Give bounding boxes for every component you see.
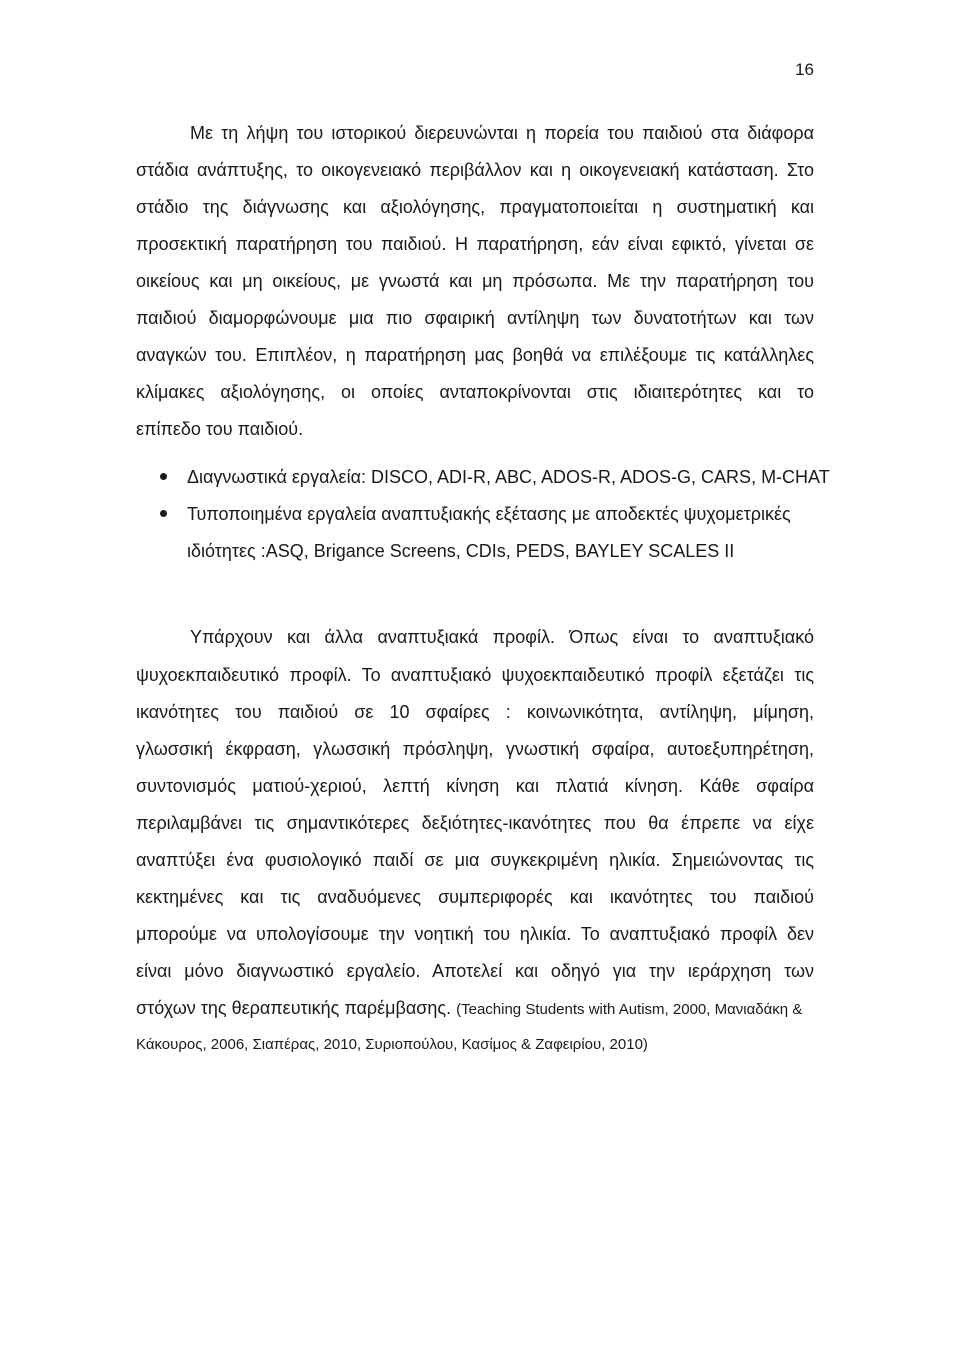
paragraph-line: παιδιού διαμορφώνουμε μια πιο σφαιρική αντίληψη των δυνατοτήτων και των (136, 308, 814, 328)
bullet-text-continuation: ιδιότητες :ASQ, Brigance Screens, CDIs, PEDS, BAYLEY SCALES II (187, 541, 735, 561)
paragraph-line: είναι μόνο διαγνωστικό εργαλείο. Αποτελεί και οδηγό για την ιεράρχηση των (136, 961, 814, 981)
paragraph-line: κεκτημένες και τις αναδυόμενες συμπεριφορές και ικανότητες του παιδιού (136, 887, 814, 907)
paragraph-line: περιλαμβάνει τις σημαντικότερες δεξιότητες-ικανότητες που θα έπρεπε να είχε (136, 813, 814, 833)
paragraph-line: προσεκτική παρατήρηση του παιδιού. Η παρατήρηση, εάν είναι εφικτό, γίνεται σε (136, 234, 814, 254)
paragraph-line-main: στόχων της θεραπευτικής παρέμβασης. (136, 998, 452, 1018)
page-number: 16 (795, 60, 814, 79)
paragraph-line: κλίμακες αξιολόγησης, οι οποίες ανταποκρίνονται στις ιδιαιτερότητες και το (136, 382, 814, 402)
paragraph-line: μπορούμε να υπολογίσουμε την νοητική του ηλικία. Το αναπτυξιακό προφίλ δεν (136, 924, 814, 944)
paragraph-line: ικανότητες του παιδιού σε 10 σφαίρες : κοινωνικότητα, αντίληψη, μίμηση, (136, 702, 814, 722)
paragraph-line: επίπεδο του παιδιού. (136, 419, 304, 439)
bullet-text: Διαγνωστικά εργαλεία: DISCO, ADI-R, ABC, ADOS-R, ADOS-G, CARS, M-CHAT (187, 467, 830, 487)
bullet-dot-icon (160, 510, 167, 517)
paragraph-line: Με τη λήψη του ιστορικού διερευνώνται η πορεία του παιδιού στα διάφορα (190, 123, 814, 143)
bullet-dot-icon (160, 473, 167, 480)
paragraph-line (136, 997, 814, 1021)
paragraph-line: στάδιο της διάγνωσης και αξιολόγησης, πραγματοποιείται η συστηματική και (136, 197, 814, 217)
paragraph-line: Υπάρχουν και άλλα αναπτυξιακά προφίλ. Όπως είναι το αναπτυξιακό (190, 627, 814, 647)
paragraph-line: συντονισμός ματιού-χεριού, λεπτή κίνηση και πλατιά κίνηση. Κάθε σφαίρα (136, 776, 814, 796)
paragraph-line: οικείους και μη οικείους, με γνωστά και μη πρόσωπα. Με την παρατήρηση του (136, 271, 814, 291)
paragraph-line: αναπτύξει ένα φυσιολογικό παιδί σε μια συγκεκριμένη ηλικία. Σημειώνοντας τις (136, 850, 814, 870)
paragraph-line: στάδια ανάπτυξης, το οικογενειακό περιβάλλον και η οικογενειακή κατάσταση. Στο (136, 160, 814, 180)
citation-line: Κάκουρος, 2006, Σιαπέρας, 2010, Συριοπούλου, Κασίμος & Ζαφειρίου, 2010) (136, 1036, 648, 1053)
paragraph-line: αναγκών του. Επιπλέον, η παρατήρηση μας βοηθά να επιλέξουμε τις κατάλληλες (136, 345, 814, 365)
paragraph-line: ψυχοεκπαιδευτικό προφίλ. Το αναπτυξιακό ψυχοεκπαιδευτικό προφίλ εξετάζει τις (136, 665, 814, 685)
paragraph-line: γλωσσική έκφραση, γλωσσική πρόσληψη, γνωστική σφαίρα, αυτοεξυπηρέτηση, (136, 739, 814, 759)
bullet-text: Τυποποιημένα εργαλεία αναπτυξιακής εξέτασης με αποδεκτές ψυχομετρικές (187, 504, 791, 524)
citation-text: (Teaching Students with Autism, 2000, Μανιαδάκη & (456, 1001, 803, 1018)
